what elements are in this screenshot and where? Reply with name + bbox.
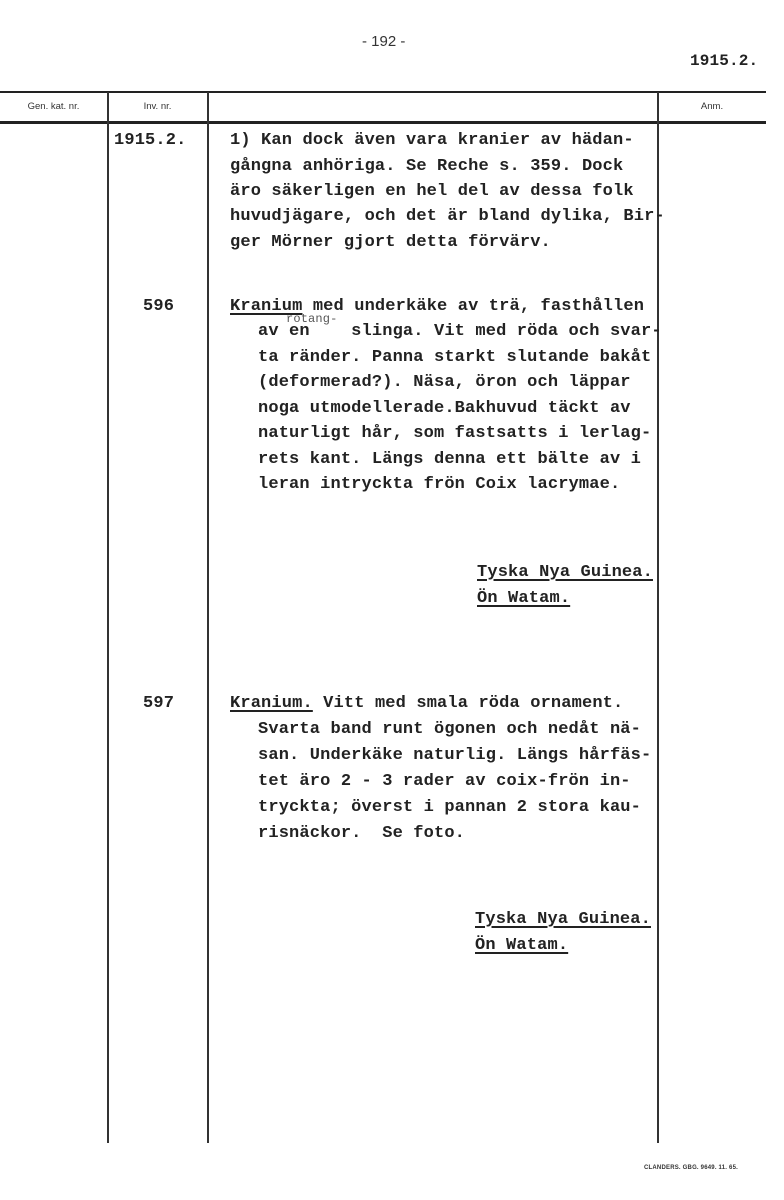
text-span: Vitt med smala röda ornament.	[312, 694, 624, 713]
text-line: rets kant. Längs denna ett bälte av i	[258, 450, 642, 469]
text-line: 1) Kan dock även vara kranier av hädan-	[230, 131, 634, 150]
column-divider	[207, 92, 209, 1143]
text-line: äro säkerligen en hel del av dessa folk	[230, 182, 634, 201]
locality-island: Ön Watam.	[475, 936, 569, 955]
text-line: noga utmodellerade.Bakhuvud täckt av	[258, 399, 631, 418]
text-line: naturligt hår, som fastsatts i lerlag-	[258, 424, 652, 443]
header-gen-kat-nr: Gen. kat. nr.	[27, 101, 80, 112]
header-inv-nr: Inv. nr.	[143, 101, 172, 112]
text-line	[230, 694, 623, 713]
header-top-rule	[0, 91, 766, 93]
text-line: tryckta; överst i pannan 2 stora kau-	[258, 798, 642, 817]
text-line: (deformerad?). Näsa, öron och läppar	[258, 373, 631, 392]
column-divider	[657, 92, 659, 1143]
text-line: huvudjägare, och det är bland dylika, Bir-	[230, 207, 665, 226]
text-line: leran intryckta frön Coix lacrymae.	[258, 475, 621, 494]
header-bottom-rule	[0, 121, 766, 124]
text-line: Svarta band runt ögonen och nedåt nä-	[258, 720, 642, 739]
object-name: Kranium	[230, 297, 303, 316]
header-anm: Anm.	[700, 101, 724, 112]
page-number: - 192 -	[362, 33, 406, 50]
text-line: san. Underkäke naturlig. Längs hårfäs-	[258, 746, 652, 765]
text-line: tet äro 2 - 3 rader av coix-frön in-	[258, 772, 631, 791]
text-line: av en slinga. Vit med röda och svar-	[258, 322, 662, 341]
text-line: ger Mörner gjort detta förvärv.	[230, 233, 551, 252]
inv-number: 596	[143, 297, 175, 316]
locality-region: Tyska Nya Guinea.	[477, 563, 653, 582]
corner-catalog-number: 1915.2.	[690, 52, 759, 70]
text-line: ta ränder. Panna starkt slutande bakåt	[258, 348, 652, 367]
object-name: Kranium.	[230, 694, 313, 713]
text-line: risnäckor. Se foto.	[258, 824, 466, 843]
locality-island: Ön Watam.	[477, 589, 571, 608]
inv-number: 1915.2.	[114, 131, 187, 150]
inv-number: 597	[143, 694, 175, 713]
column-divider	[107, 92, 109, 1143]
printer-imprint: CLANDERS. GBG. 9649. 11. 65.	[644, 1165, 738, 1171]
text-line: gångna anhöriga. Se Reche s. 359. Dock	[230, 157, 624, 176]
text-span: med underkäke av trä, fasthållen	[302, 297, 645, 316]
locality-region: Tyska Nya Guinea.	[475, 910, 651, 929]
handwritten-insertion: rotang-	[286, 312, 338, 326]
